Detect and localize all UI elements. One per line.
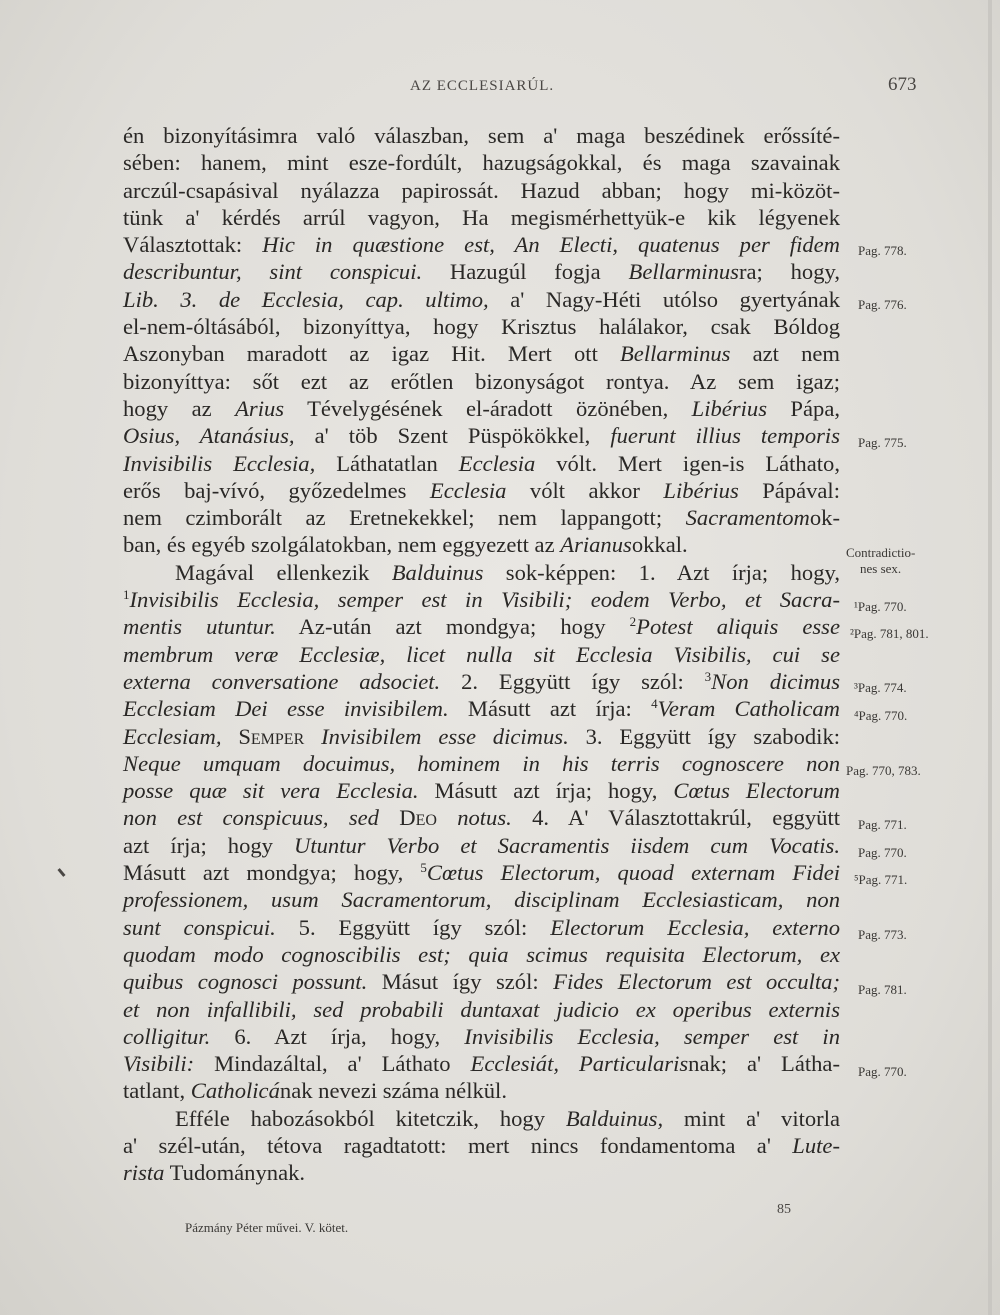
text-line: hogy az Arius Tévelygésének el-áradott özönében, Libérius Pápa,	[123, 395, 840, 421]
text-line: el-nem-óltásából, bizonyíttya, hogy Krisztus halálakor, csak Bóldog	[123, 314, 840, 340]
italic-span: Ecclesia	[429, 477, 507, 503]
italic-span: Visibili:	[123, 1051, 195, 1077]
italic-span: mentis utuntur.	[123, 614, 276, 640]
text-line: Másutt azt mondgya; hogy, $^5$Cœtus Electorum, quoad externam Fidei	[123, 860, 841, 886]
margin-note: Pag. 771.	[858, 817, 907, 832]
italic-span: Arianus	[560, 532, 632, 558]
italic-span: Invisibilis Ecclesia,	[123, 450, 316, 476]
margin-note: Pag. 776.	[858, 297, 907, 312]
footnote-marker: 3	[704, 668, 712, 684]
italic-span: posse quæ sit vera Ecclesia.	[123, 778, 419, 804]
text-line: ban, és egyéb szolgálatokban, nem eggyezett az Arianusokkal.	[123, 532, 688, 558]
italic-span: Cœtus Electorum, quoad externam Fidei	[426, 860, 841, 886]
margin-note: nes sex.	[860, 561, 902, 576]
text-line: én bizonyításimra való válaszban, sem a' maga beszédinek erőssíté-	[123, 123, 840, 148]
italic-span: non est conspicuus, sed	[123, 805, 379, 831]
margin-note: Pag. 770.	[858, 845, 907, 860]
margin-note: Pag. 770, 783.	[846, 763, 921, 778]
running-head: AZ ECCLESIARÚL.	[410, 78, 555, 94]
italic-span: Sacramentom	[685, 505, 810, 531]
text-line: colligitur. 6. Azt írja, hogy, Invisibilis Ecclesia, semper est in	[123, 1023, 840, 1049]
italic-span: sunt conspicui.	[123, 914, 276, 940]
text-line: tünk a' kérdés arrúl vagyon, Ha megismérhettyük-e kik légyenek	[123, 204, 840, 230]
margin-note: Pag. 773.	[858, 927, 907, 942]
italic-span: rista	[123, 1160, 165, 1186]
italic-span: et non infallibili, sed probabili duntaxat judicio ex operibus externis	[123, 996, 840, 1022]
text-line: erős baj-vívó, győzedelmes Ecclesia vólt akkor Libérius Pápával:	[123, 477, 840, 503]
italic-span: describuntur, sint conspicui.	[123, 259, 423, 285]
italic-span: Libérius	[663, 477, 739, 503]
text-line: Efféle habozásokból kitetczik, hogy Balduinus, mint a' vitorla	[175, 1105, 840, 1131]
text-line: rista Tudománynak.	[123, 1160, 306, 1186]
italic-span: Electorum Ecclesia, externo	[550, 914, 840, 940]
text-line: externa conversatione adsociet. 2. Eggyütt így szól: $^3$Non dicimus	[123, 668, 840, 694]
italic-span: Veram Catholicam	[657, 696, 840, 722]
text-line: describuntur, sint conspicui. Hazugúl fogja Bellarminusra; hogy,	[123, 259, 840, 285]
small-caps-span: Semper	[238, 723, 305, 749]
italic-span: Ecclesiam Dei esse invisibilem.	[123, 696, 449, 722]
text-line: Visibili: Mindazáltal, a' Láthato Ecclesiát, Particularisnak; a' Látha-	[123, 1051, 840, 1077]
text-line	[123, 941, 840, 968]
italic-span: professionem, usum Sacramentorum, disciplinam Ecclesiasticam, non	[123, 887, 840, 913]
text-line: mentis utuntur. Az-után azt mondgya; hogy $^2$Potest aliquis esse	[123, 614, 840, 640]
text-line: bizonyíttya: sőt ezt az erőtlen bizonyságot rontya. Az sem igaz;	[123, 368, 840, 394]
margin-note: Pag. 770.	[858, 1064, 907, 1079]
italic-span: Fides Electorum est occulta;	[553, 969, 840, 995]
text-line	[123, 886, 840, 913]
margin-note: ¹Pag. 770.	[854, 599, 907, 614]
italic-span: Ecclesiam,	[123, 723, 222, 749]
small-caps-span: Deo	[399, 805, 437, 831]
margin-note: Pag. 781.	[858, 982, 907, 997]
text-line: a' szél-után, tétova ragadtatott: mert nincs fondamentoma a' Lute-	[123, 1132, 840, 1158]
text-line: nem czimborált az Eretnekekkel; nem lappangott; Sacramentomok-	[123, 505, 840, 531]
italic-span: colligitur.	[123, 1023, 211, 1049]
text-line: quibus cognosci possunt. Másut így szól: Fides Electorum est occulta;	[123, 969, 840, 995]
text-line: Választottak: Hic in quæstione est, An Electi, quatenus per fidem	[123, 232, 840, 258]
italic-span: Bellarminus	[628, 259, 739, 285]
italic-span: Utuntur Verbo et Sacramentis iisdem cum Vocatis.	[294, 832, 840, 858]
text-line	[123, 750, 840, 777]
margin-note: Pag. 775.	[858, 435, 907, 450]
italic-span: quibus cognosci possunt.	[123, 969, 368, 995]
italic-span: Ecclesiát, Particularis	[470, 1051, 689, 1077]
text-line: Lib. 3. de Ecclesia, cap. ultimo, a' Nagy-Héti utólso gyertyának	[123, 286, 841, 312]
text-line: Aszonyban maradott az igaz Hit. Mert ott Bellarminus azt nem	[123, 341, 841, 367]
text-line: Ecclesiam, Semper Invisibilem esse dicimus. 3. Eggyütt így szabodik:	[123, 723, 841, 749]
margin-note: ²Pag. 781, 801.	[850, 626, 929, 641]
text-line: non est conspicuus, sed Deo notus. 4. A' Választottakrúl, eggyütt	[123, 805, 840, 831]
italic-span: Catholicá	[190, 1078, 280, 1104]
italic-span: membrum veræ Ecclesiæ, licet nulla sit Ecclesia Visibilis, cui se	[123, 641, 840, 667]
italic-span: Non dicimus	[711, 668, 840, 694]
text-line: Magával ellenkezik Balduinus sok-képpen: 1. Azt írja; hogy,	[175, 559, 840, 585]
text-line: tatlant, Catholicának nevezi száma nélkül.	[123, 1078, 507, 1104]
italic-span: Ecclesia	[458, 450, 536, 476]
text-line: sunt conspicui. 5. Eggyütt így szól: Electorum Ecclesia, externo	[123, 914, 840, 940]
margin-note: Contradictio-	[846, 545, 916, 560]
text-line: azt írja; hogy Utuntur Verbo et Sacramentis iisdem cum Vocatis.	[123, 832, 840, 858]
italic-span: Balduinus	[391, 559, 484, 585]
margin-note: ⁵Pag. 771.	[854, 872, 908, 887]
scan-edge-shadow	[988, 0, 992, 1315]
italic-span: Bellarminus	[620, 341, 731, 367]
italic-span: Lute-	[792, 1132, 840, 1158]
text-line	[123, 586, 840, 613]
italic-span: Invisibilis Ecclesia, semper est in Visibili; eodem Verbo, et Sacra-	[129, 587, 840, 613]
footnote-marker: 5	[420, 860, 427, 876]
italic-span: Lib. 3. de Ecclesia, cap. ultimo,	[123, 286, 489, 312]
italic-span: externa conversatione adsociet.	[123, 668, 441, 694]
italic-span: Neque umquam docuimus, hominem in his terris cognoscere non	[123, 750, 840, 776]
text-line	[123, 641, 840, 668]
text-line: Ecclesiam Dei esse invisibilem. Másutt azt írja: $^4$Veram Catholicam	[123, 696, 840, 722]
italic-span: Balduinus,	[565, 1105, 664, 1131]
italic-span: Osius, Atanásius,	[123, 423, 295, 449]
footer-publication: Pázmány Péter művei. V. kötet.	[185, 1220, 349, 1235]
italic-span: Arius	[235, 395, 285, 421]
italic-span: Cœtus Electorum	[673, 778, 840, 804]
footnote-marker: 4	[651, 696, 658, 712]
italic-span: Potest aliquis esse	[636, 614, 840, 640]
text-line: sében: hanem, mint esze-fordúlt, hazugságokkal, és maga szavainak	[123, 150, 840, 176]
stray-ink-mark	[57, 868, 65, 877]
text-line	[123, 996, 840, 1023]
italic-span: notus.	[457, 805, 512, 831]
italic-span: Invisibilem esse dicimus.	[321, 723, 569, 749]
italic-span: Hic in quæstione est, An Electi, quatenus per fidem	[262, 232, 840, 258]
italic-span: Libérius	[691, 395, 767, 421]
body-text	[123, 122, 840, 1187]
text-line: arczúl-csapásival nyálazza papirossát. Hazud abban; hogy mi-közöt-	[123, 177, 840, 203]
text-line: Invisibilis Ecclesia, Láthatatlan Ecclesia vólt. Mert igen-is Láthato,	[123, 450, 840, 476]
margin-note: Pag. 778.	[858, 243, 907, 258]
text-line: Osius, Atanásius, a' töb Szent Püspökökkel, fuerunt illius temporis	[123, 423, 840, 449]
margin-note: ⁴Pag. 770.	[854, 708, 908, 723]
italic-span: fuerunt illius temporis	[610, 423, 840, 449]
footnote-marker: 2	[629, 614, 637, 630]
margin-note: ³Pag. 774.	[854, 680, 907, 695]
italic-span: quodam modo cognoscibilis est; quia scimus requisita Electorum, ex	[123, 941, 840, 967]
text-line: posse quæ sit vera Ecclesia. Másutt azt írja; hogy, Cœtus Electorum	[123, 778, 840, 804]
footer-signature: 85	[777, 1202, 791, 1217]
italic-span: Invisibilis Ecclesia, semper est in	[464, 1023, 840, 1049]
page-number: 673	[888, 74, 917, 95]
footnote-marker: 1	[123, 587, 130, 603]
